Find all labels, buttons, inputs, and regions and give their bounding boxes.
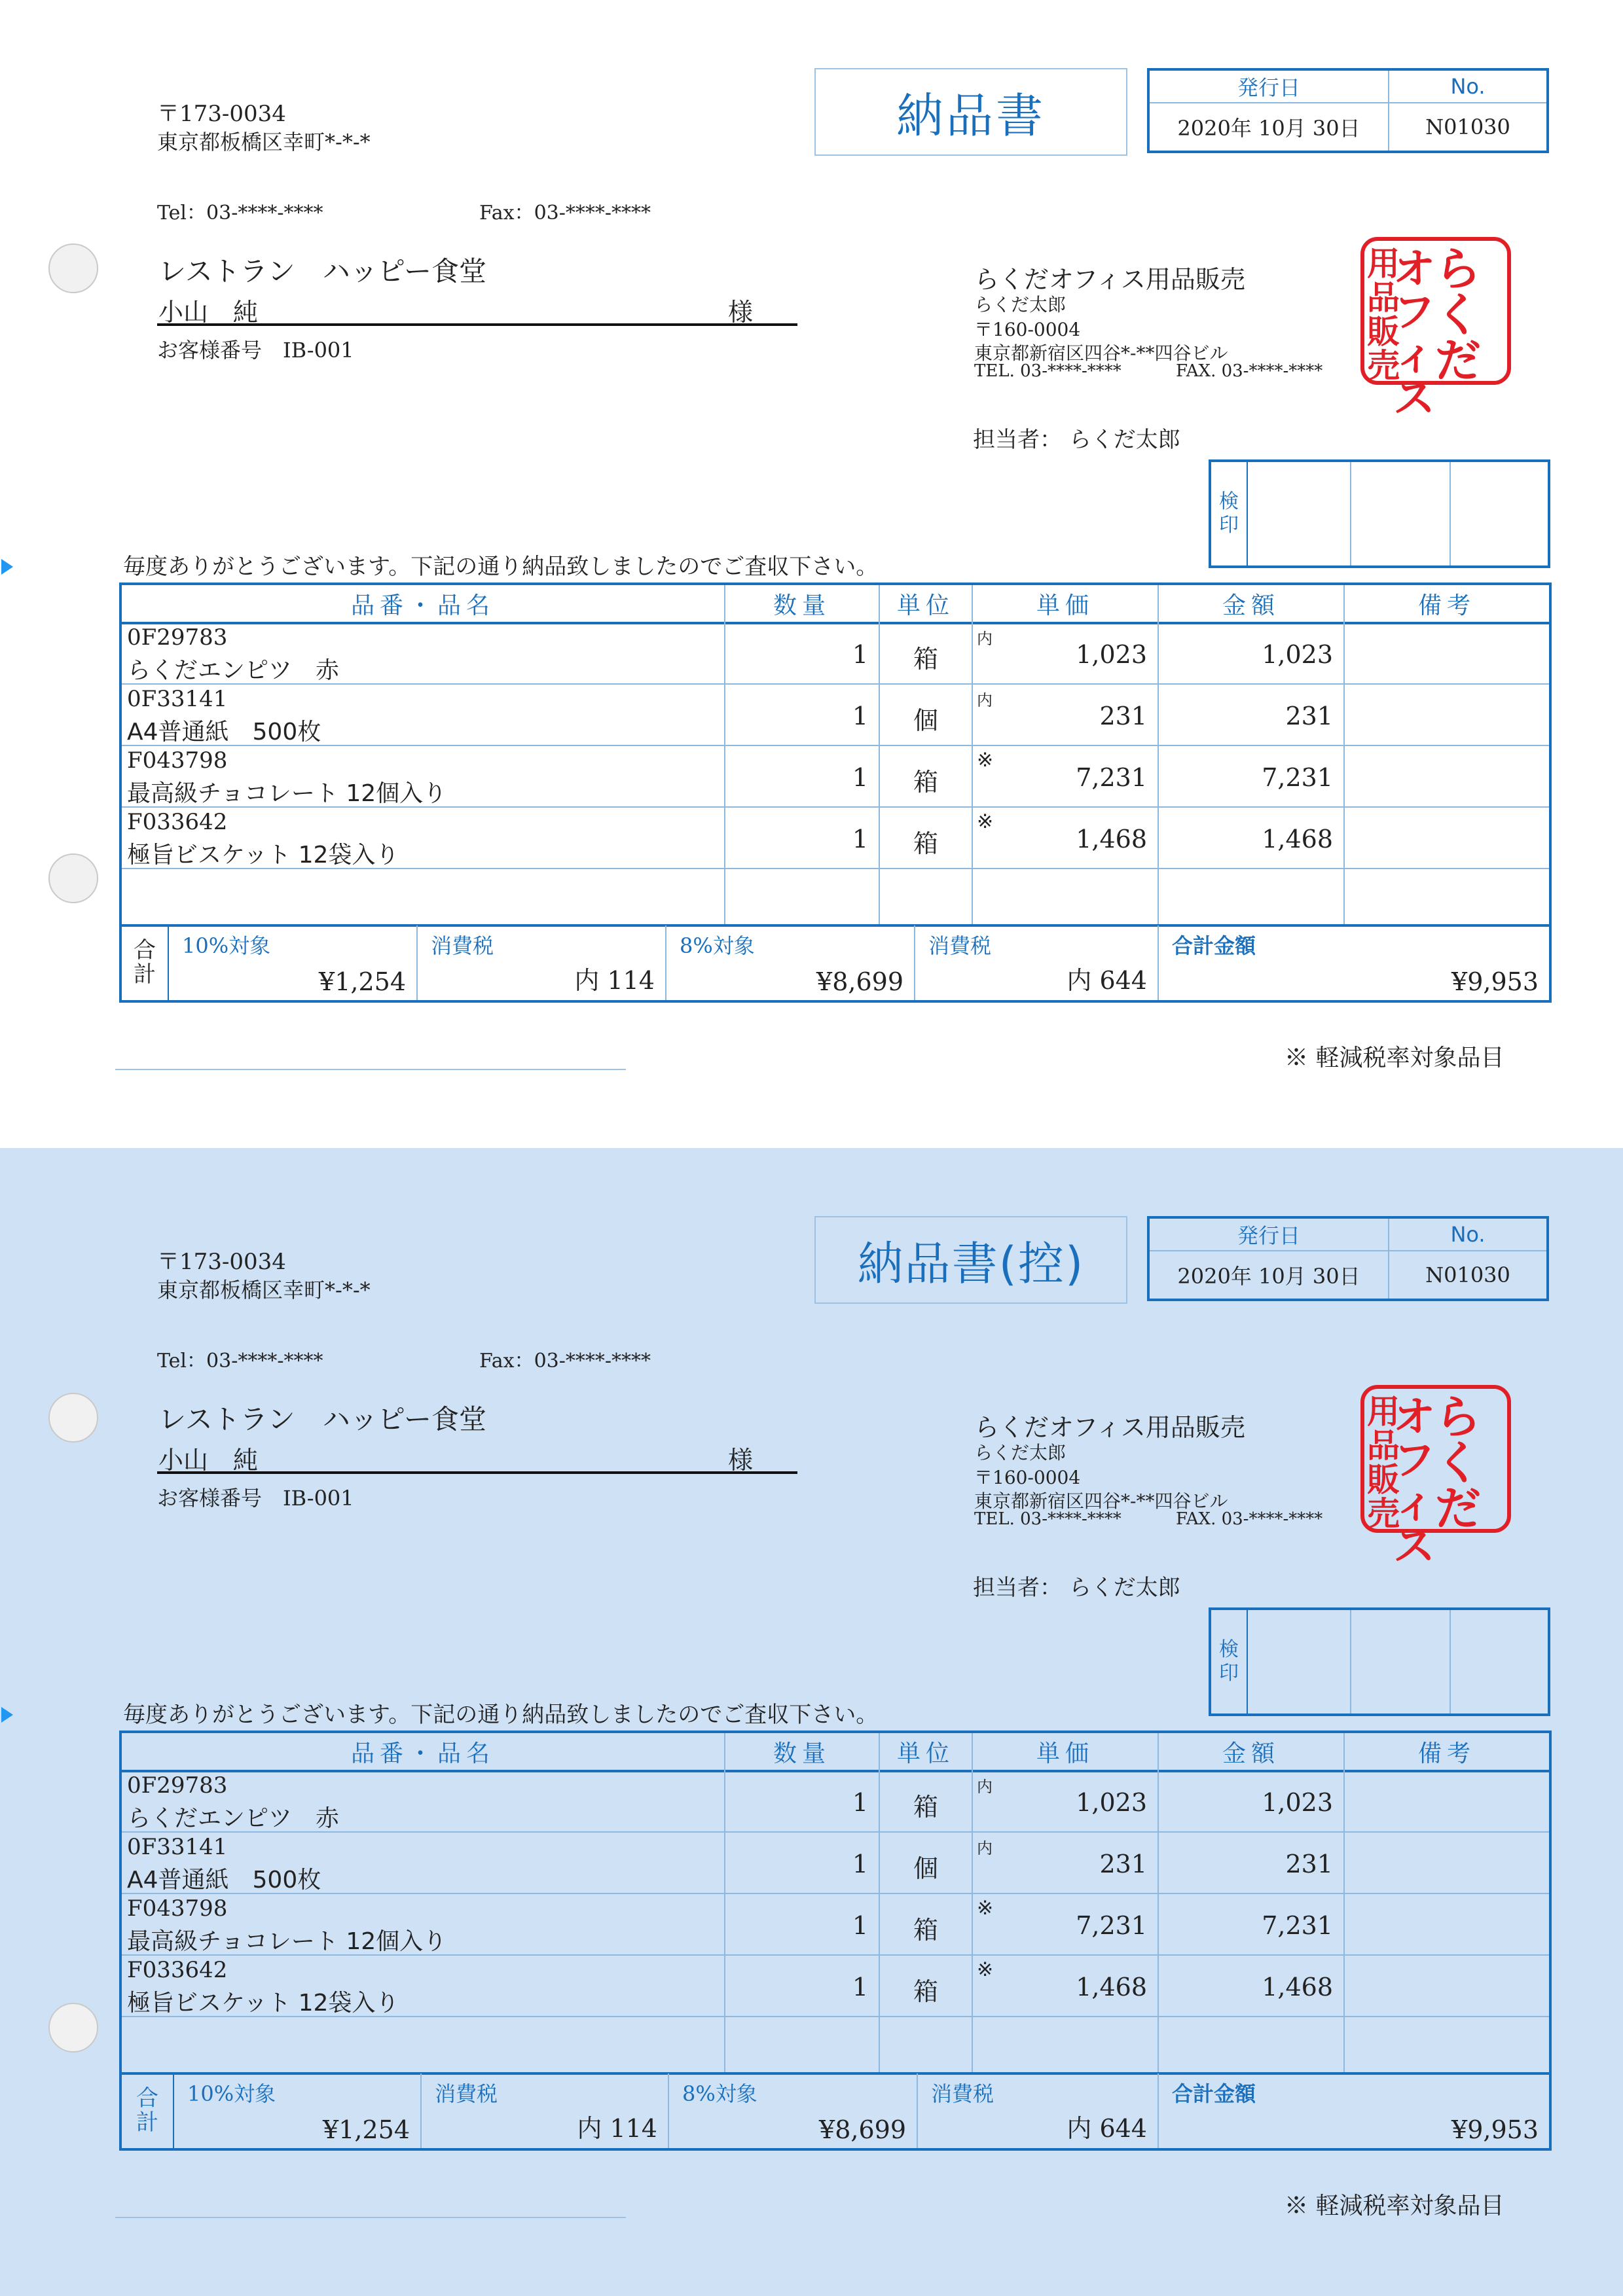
- customer-person: 小山 純: [158, 1446, 259, 1475]
- issue-info-box: [1147, 1216, 1549, 1301]
- item-name: 極旨ビスケット 12袋入り: [127, 842, 399, 869]
- summary-10-target: 10%対象 ¥1,254: [182, 933, 406, 996]
- summary-label: 合 計: [136, 2085, 158, 2136]
- item-amount: 231: [1285, 1850, 1333, 1878]
- item-price: 1,023: [1076, 640, 1147, 669]
- seller-address: 東京都新宿区四谷*-**四谷ビル: [974, 1490, 1228, 1512]
- fold-marker-icon: [1, 1707, 13, 1723]
- item-code: 0F33141: [127, 1834, 228, 1860]
- seller-tanto: 担当者： らくだ太郎: [973, 1575, 1180, 1601]
- seller-tel: TEL. 03-****-****: [974, 1509, 1122, 1529]
- tax-mark: 内: [977, 630, 993, 648]
- customer-address: 東京都板橋区幸町*-*-*: [157, 130, 371, 154]
- doc-no-value: N01030: [1425, 115, 1510, 139]
- item-unit: 箱: [913, 1793, 938, 1821]
- item-price: 1,023: [1076, 1788, 1147, 1817]
- item-code: 0F29783: [127, 1772, 228, 1799]
- item-code: 0F29783: [127, 624, 228, 651]
- inspection-seal-box: [1209, 1607, 1550, 1716]
- col-header-price: 単価: [1036, 1740, 1094, 1767]
- issue-date-label: 発行日: [1150, 71, 1389, 103]
- issue-date-value: 2020年 10月 30日: [1150, 103, 1389, 151]
- customer-fax: Fax：03-****-****: [479, 202, 651, 224]
- item-unit: 箱: [913, 1916, 938, 1945]
- item-amount: 1,468: [1262, 825, 1333, 853]
- tax-mark: ※: [977, 810, 994, 833]
- document-title: 納品書(控): [814, 1216, 1127, 1304]
- seller-postal: 〒160-0004: [974, 1467, 1081, 1488]
- item-price: 7,231: [1076, 763, 1147, 792]
- customer-postal: 〒173-0034: [157, 101, 286, 127]
- customer-number: お客様番号 IB-001: [157, 338, 354, 363]
- item-unit: 箱: [913, 645, 938, 673]
- inspection-label: 検 印: [1211, 462, 1248, 565]
- customer-postal: 〒173-0034: [157, 1249, 286, 1275]
- issue-date-value: 2020年 10月 30日: [1150, 1251, 1389, 1299]
- item-qty: 1: [852, 1911, 868, 1940]
- footnote: ※ 軽減税率対象品目: [1285, 2193, 1504, 2219]
- note-line: [115, 1069, 626, 1070]
- punch-hole: [48, 243, 98, 293]
- summary-8-target: 8%対象 ¥8,699: [682, 2081, 906, 2144]
- item-code: 0F33141: [127, 686, 228, 712]
- customer-tel: Tel：03-****-****: [157, 1350, 323, 1372]
- footnote: ※ 軽減税率対象品目: [1285, 1045, 1504, 1071]
- document-title: 納品書: [814, 68, 1127, 156]
- item-price: 231: [1099, 1850, 1147, 1878]
- tax-mark: 内: [977, 691, 993, 709]
- items-table: [119, 583, 1552, 1003]
- note-line: [115, 2217, 626, 2218]
- company-seal-stamp: ら く だ オ フ ィ ス 用 品 販 売: [1360, 237, 1511, 385]
- punch-hole: [48, 2003, 98, 2053]
- summary-8-tax: 消費税 内 644: [928, 933, 1147, 995]
- item-unit: 箱: [913, 1977, 938, 2006]
- punch-hole: [48, 853, 98, 903]
- item-qty: 1: [852, 1973, 868, 2001]
- item-unit: 個: [913, 1854, 938, 1883]
- item-amount: 1,023: [1262, 1788, 1333, 1817]
- item-unit: 箱: [913, 829, 938, 858]
- item-code: F033642: [127, 1957, 228, 1983]
- punch-hole: [48, 1393, 98, 1443]
- item-amount: 7,231: [1262, 763, 1333, 792]
- item-qty: 1: [852, 763, 868, 792]
- item-price: 231: [1099, 702, 1147, 730]
- seller-fax: FAX. 03-****-****: [1176, 1509, 1323, 1529]
- item-name: 極旨ビスケット 12袋入り: [127, 1990, 399, 2017]
- col-header-amount: 金額: [1222, 592, 1280, 619]
- company-seal-stamp: ら く だ オ フ ィ ス 用 品 販 売: [1360, 1385, 1511, 1533]
- summary-total: 合計金額 ¥9,953: [1172, 2081, 1539, 2144]
- item-qty: 1: [852, 1788, 868, 1817]
- seller-fax: FAX. 03-****-****: [1176, 361, 1323, 381]
- item-name: 最高級チョコレート 12個入り: [127, 780, 447, 807]
- customer-address: 東京都板橋区幸町*-*-*: [157, 1278, 371, 1302]
- customer-name: レストラン ハッピー食堂: [158, 255, 487, 287]
- item-unit: 箱: [913, 768, 938, 797]
- summary-label: 合 計: [134, 937, 156, 988]
- issue-info-box: [1147, 68, 1549, 153]
- doc-no-label: No.: [1389, 71, 1546, 103]
- thanks-message: 毎度ありがとうございます。下記の通り納品致しましたのでご査収下さい。: [123, 1702, 879, 1728]
- col-header-item: 品番・品名: [350, 1740, 495, 1767]
- customer-number: お客様番号 IB-001: [157, 1486, 354, 1511]
- thanks-message: 毎度ありがとうございます。下記の通り納品致しましたのでご査収下さい。: [123, 554, 879, 580]
- item-price: 1,468: [1076, 825, 1147, 853]
- item-amount: 7,231: [1262, 1911, 1333, 1940]
- honorific: 様: [728, 298, 754, 327]
- inspection-seal-box: [1209, 459, 1550, 568]
- items-table: [119, 1731, 1552, 2151]
- summary-total: 合計金額 ¥9,953: [1172, 933, 1539, 996]
- col-header-item: 品番・品名: [350, 592, 495, 619]
- col-header-unit: 単位: [896, 592, 955, 619]
- tax-mark: 内: [977, 1839, 993, 1857]
- customer-tel: Tel：03-****-****: [157, 202, 323, 224]
- col-header-note: 備考: [1417, 592, 1476, 619]
- item-amount: 1,023: [1262, 640, 1333, 669]
- col-header-qty: 数量: [773, 592, 831, 619]
- invoice-copy: [0, 1148, 1623, 2296]
- fold-marker-icon: [1, 559, 13, 575]
- col-header-qty: 数量: [773, 1740, 831, 1767]
- col-header-note: 備考: [1417, 1740, 1476, 1767]
- tax-mark: ※: [977, 749, 994, 772]
- summary-10-tax: 消費税 内 114: [431, 933, 655, 995]
- seller-person: らくだ太郎: [974, 294, 1067, 315]
- summary-10-target: 10%対象 ¥1,254: [187, 2081, 410, 2144]
- item-unit: 個: [913, 706, 938, 735]
- item-name: A4普通紙 500枚: [127, 719, 321, 745]
- item-code: F043798: [127, 747, 228, 774]
- seller-address: 東京都新宿区四谷*-**四谷ビル: [974, 342, 1228, 364]
- col-header-price: 単価: [1036, 592, 1094, 619]
- seller-postal: 〒160-0004: [974, 319, 1081, 340]
- item-amount: 1,468: [1262, 1973, 1333, 2001]
- doc-no-value: N01030: [1425, 1263, 1510, 1287]
- item-name: A4普通紙 500枚: [127, 1867, 321, 1893]
- item-code: F033642: [127, 809, 228, 835]
- seller-tanto: 担当者： らくだ太郎: [973, 427, 1180, 453]
- tax-mark: ※: [977, 1897, 994, 1920]
- doc-no-label: No.: [1389, 1219, 1546, 1251]
- customer-person: 小山 純: [158, 298, 259, 327]
- item-qty: 1: [852, 1850, 868, 1878]
- name-underline: [157, 1471, 797, 1474]
- seller-tel: TEL. 03-****-****: [974, 361, 1122, 381]
- item-name: 最高級チョコレート 12個入り: [127, 1928, 447, 1955]
- item-code: F043798: [127, 1895, 228, 1922]
- col-header-unit: 単位: [896, 1740, 955, 1767]
- tax-mark: ※: [977, 1958, 994, 1981]
- item-qty: 1: [852, 825, 868, 853]
- item-name: らくだエンピツ 赤: [127, 657, 340, 684]
- seller-company: らくだオフィス用品販売: [974, 265, 1245, 294]
- customer-name: レストラン ハッピー食堂: [158, 1403, 487, 1435]
- inspection-label: 検 印: [1211, 1610, 1248, 1713]
- honorific: 様: [728, 1446, 754, 1475]
- item-name: らくだエンピツ 赤: [127, 1805, 340, 1832]
- item-qty: 1: [852, 640, 868, 669]
- item-qty: 1: [852, 702, 868, 730]
- item-price: 7,231: [1076, 1911, 1147, 1940]
- summary-10-tax: 消費税 内 114: [435, 2081, 657, 2143]
- issue-date-label: 発行日: [1150, 1219, 1389, 1251]
- summary-8-tax: 消費税 内 644: [931, 2081, 1147, 2143]
- name-underline: [157, 323, 797, 326]
- seller-company: らくだオフィス用品販売: [974, 1413, 1245, 1442]
- seller-person: らくだ太郎: [974, 1442, 1067, 1463]
- col-header-amount: 金額: [1222, 1740, 1280, 1767]
- summary-8-target: 8%対象 ¥8,699: [680, 933, 903, 996]
- item-amount: 231: [1285, 702, 1333, 730]
- item-price: 1,468: [1076, 1973, 1147, 2001]
- customer-fax: Fax：03-****-****: [479, 1350, 651, 1372]
- tax-mark: 内: [977, 1778, 993, 1796]
